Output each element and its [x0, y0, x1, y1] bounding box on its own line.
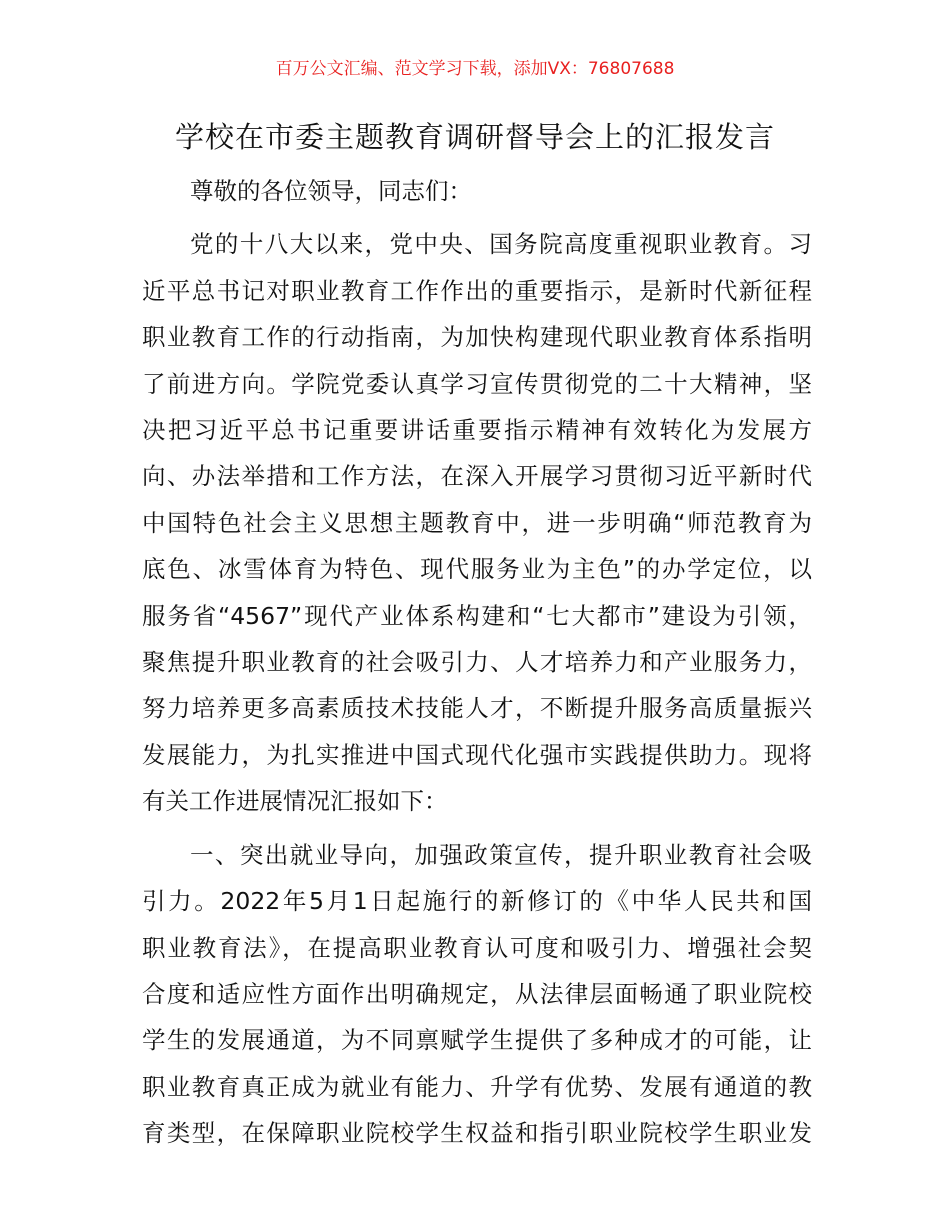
- text-line: 引力。2022年5月1日起施行的新修订的《中华人民共和国: [142, 887, 812, 916]
- text-line: 中国特色社会主义思想主题教育中，进一步明确“师范教育为: [142, 508, 812, 537]
- text-line: 一、突出就业导向，加强政策宣传，提升职业教育社会吸: [190, 840, 812, 869]
- greeting-paragraph: [142, 168, 812, 214]
- text-line: 决把习近平总书记重要讲话重要指示精神有效转化为发展方: [142, 416, 812, 445]
- text-line: 合度和适应性方面作出明确规定，从法律层面畅通了职业院校: [142, 979, 812, 1008]
- text-line: 职业教育真正成为就业有能力、升学有优势、发展有通道的教: [142, 1072, 812, 1101]
- text-line: 学生的发展通道，为不同禀赋学生提供了多种成才的可能，让: [142, 1026, 812, 1055]
- text-line: 党的十八大以来，党中央、国务院高度重视职业教育。习: [190, 230, 812, 259]
- document-title: 学校在市委主题教育调研督导会上的汇报发言: [174, 120, 775, 154]
- text-line: 近平总书记对职业教育工作作出的重要指示，是新时代新征程: [142, 276, 812, 305]
- section-one-paragraph: [142, 832, 812, 1157]
- text-line: 了前进方向。学院党委认真学习宣传贯彻党的二十大精神，坚: [142, 369, 812, 398]
- text-line: 服务省“4567”现代产业体系构建和“七大都市”建设为引领，: [142, 601, 812, 630]
- text-line: 发展能力，为扎实推进中国式现代化强市实践提供助力。现将: [142, 740, 812, 769]
- text-line: 努力培养更多高素质技术技能人才，不断提升服务高质量振兴: [142, 694, 812, 723]
- text-line: 有关工作进展情况汇报如下：: [142, 787, 448, 816]
- intro-paragraph: [142, 221, 812, 824]
- header-notice: 百万公文汇编、范文学习下载，添加VX：76807688: [275, 59, 675, 79]
- text-line: 职业教育法》，在提高职业教育认可度和吸引力、增强社会契: [142, 933, 812, 962]
- text-line: 尊敬的各位领导，同志们：: [190, 177, 472, 205]
- text-line: 聚焦提升职业教育的社会吸引力、人才培养力和产业服务力，: [142, 648, 812, 677]
- text-line: 职业教育工作的行动指南，为加快构建现代职业教育体系指明: [142, 323, 812, 352]
- text-line: 底色、冰雪体育为特色、现代服务业为主色”的办学定位，以: [142, 555, 812, 584]
- paragraph-spacer: [142, 825, 812, 832]
- text-line: 向、办法举措和工作方法，在深入开展学习贯彻习近平新时代: [142, 462, 812, 491]
- text-line: 育类型，在保障职业院校学生权益和指引职业院校学生职业发: [142, 1119, 812, 1148]
- document-body: [142, 168, 812, 1157]
- paragraph-spacer: [142, 214, 812, 221]
